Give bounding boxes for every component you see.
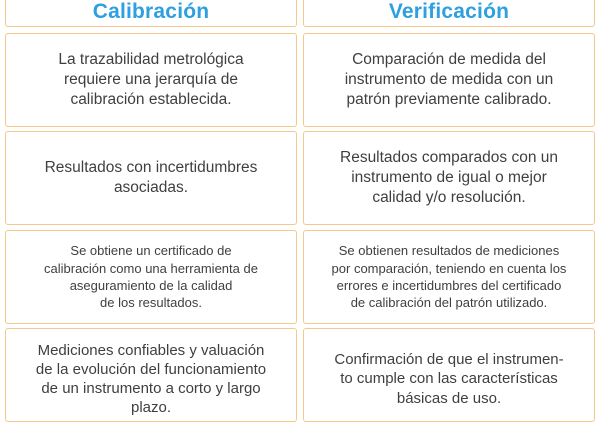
calibration-cell-certificate [5, 230, 297, 324]
text-line: Confirmación de que el instrumen- [334, 351, 564, 369]
text-line: Mediciones confiables y valuación [37, 341, 265, 359]
text-line: básicas de uso. [396, 389, 502, 407]
text-line: patrón previamente calibrado. [346, 90, 552, 108]
text-line: to cumple con las características [340, 370, 558, 388]
verification-cell-text [340, 148, 558, 207]
verification-cell-comparison [303, 33, 595, 127]
calibration-cell-text [45, 158, 258, 198]
verification-cell-text [334, 350, 563, 408]
calibration-header [5, 0, 297, 27]
text-line: plazo. [130, 399, 172, 417]
text-line: calidad y/o resolución. [372, 188, 526, 206]
text-line: asociadas. [113, 179, 189, 196]
text-line: Se obtienen resultados de mediciones [338, 243, 560, 259]
calibration-cell-uncertainties [5, 131, 297, 225]
calibration-header-label: Calibración [92, 0, 210, 23]
text-line: Resultados comparados con un [340, 149, 558, 167]
text-line: errores e incertidumbres del certificado [336, 278, 562, 293]
verification-cell-text [345, 50, 554, 109]
verification-cell-confirmation [303, 328, 595, 422]
text-line: de calibración del patrón utilizado. [350, 295, 548, 311]
text-line: instrumento de igual o mejor [351, 169, 547, 187]
verification-cell-measurements [303, 230, 595, 324]
text-line: de la evolución del funcionamiento [35, 360, 267, 378]
calibration-cell-text [36, 341, 266, 418]
text-line: Comparación de medida del [352, 51, 546, 69]
verification-cell-results [303, 131, 595, 225]
calibration-cell-text [58, 50, 243, 109]
text-line: de los resultados. [100, 295, 202, 311]
text-line: La trazabilidad metrológica [58, 51, 244, 69]
text-line: calibración como una herramienta de [44, 260, 258, 276]
text-line: de un instrumento a corto y largo [41, 380, 261, 397]
calibration-cell-text [44, 242, 258, 311]
text-line: calibración establecida. [70, 90, 232, 108]
calibration-cell-reliability [5, 328, 297, 422]
text-line: aseguramiento de la calidad [69, 278, 233, 293]
text-line: Se obtiene un certificado de [70, 243, 232, 259]
verification-header-label: Verificación [388, 0, 510, 23]
calibration-cell-traceability [5, 33, 297, 127]
text-line: por comparación, teniendo en cuenta los [331, 260, 567, 276]
verification-header [303, 0, 595, 27]
text-line: instrumento de medida con un [344, 71, 554, 89]
text-line: Resultados con incertidumbres [44, 159, 258, 177]
verification-cell-text [332, 242, 567, 311]
text-line: requiere una jerarquía de [63, 71, 239, 89]
